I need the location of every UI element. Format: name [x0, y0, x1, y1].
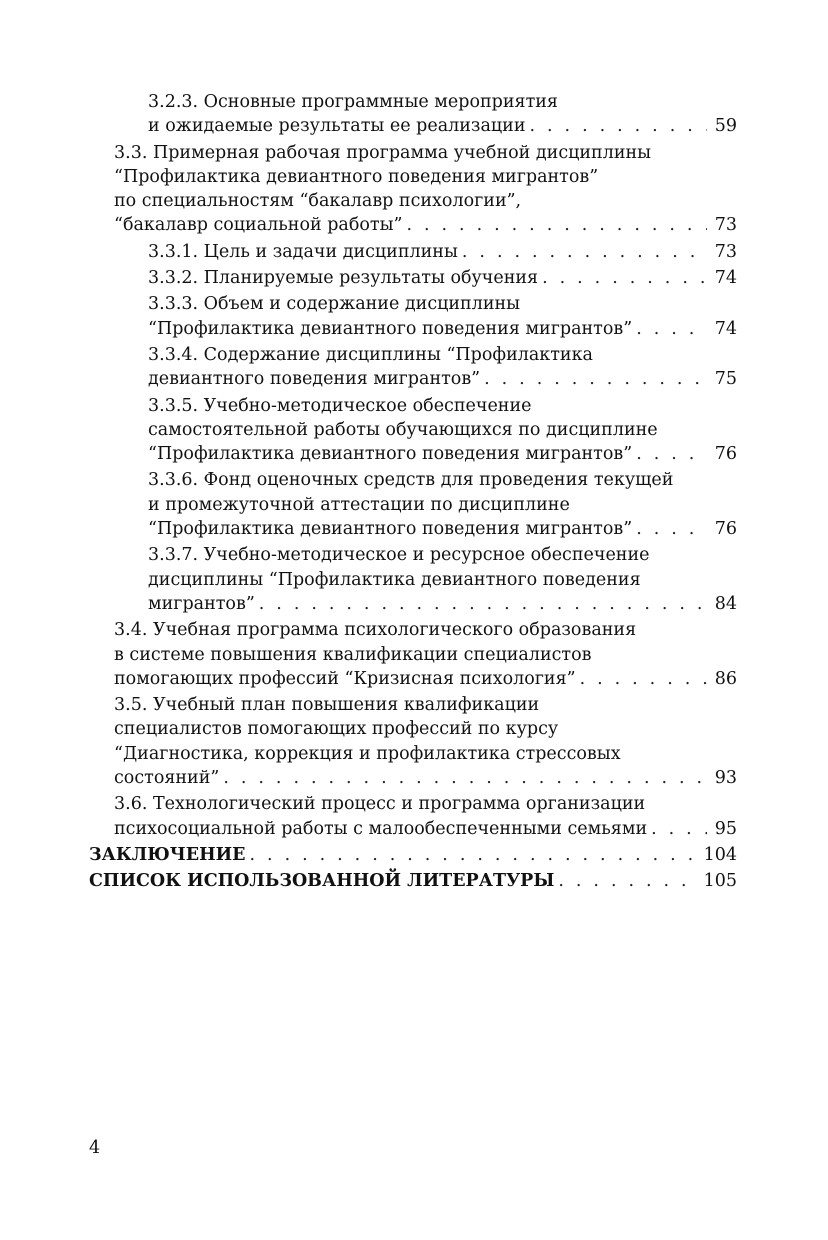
toc-entry-text: СПИСОК ИСПОЛЬЗОВАННОЙ ЛИТЕРАТУРЫ: [89, 871, 555, 892]
dot-leader: [530, 114, 708, 138]
toc-page-number: 104: [703, 844, 737, 865]
toc-page-number: 74: [714, 318, 737, 339]
dot-leader: [636, 317, 707, 341]
toc-entry-text: и ожидаемые результаты ее реализации: [148, 116, 526, 137]
toc-page-number: 75: [714, 369, 737, 390]
toc-entry-text: 3.3. Примерная рабочая программа учебной дисциплины: [114, 142, 652, 163]
toc-entry-3-3-5[interactable]: [89, 394, 737, 467]
dot-leader: [462, 240, 707, 264]
toc-entry-3-3[interactable]: [89, 141, 737, 238]
dot-leader: [542, 266, 707, 290]
dot-leader: [250, 843, 698, 867]
toc-page-number: 76: [714, 444, 737, 465]
dot-leader: [580, 667, 707, 691]
toc-entry-text: 3.3.6. Фонд оценочных средств для проведения текущей: [148, 470, 674, 491]
toc-entry-text: самостоятельной работы обучающихся по дисциплине: [148, 419, 658, 440]
toc-entry-text: по специальностям “бакалавр психологии”,: [114, 191, 522, 212]
toc-entry-text: “Профилактика девиантного поведения мигрантов”: [114, 166, 599, 187]
toc-page-number: 86: [714, 668, 737, 689]
toc-page-number: 73: [714, 215, 737, 236]
toc-entry-conclusion[interactable]: [89, 843, 737, 867]
page-number: 4: [89, 1138, 101, 1158]
dot-leader: [259, 592, 707, 616]
toc-entry-text: “Профилактика девиантного поведения мигрантов”: [148, 318, 633, 339]
toc-page-number: 59: [714, 116, 737, 137]
dot-leader: [651, 817, 707, 841]
toc-entry-3-5[interactable]: [89, 693, 737, 790]
toc-entry-text: 3.3.7. Учебно-методическое и ресурсное обеспечение: [148, 545, 650, 566]
toc-page-number: 76: [714, 519, 737, 540]
dot-leader: [636, 442, 707, 466]
toc-entry-text: и промежуточной аттестации по дисциплине: [148, 494, 570, 515]
toc-page-number: 95: [714, 818, 737, 839]
dot-leader: [558, 869, 697, 893]
dot-leader: [406, 213, 707, 237]
toc-entry-text: психосоциальной работы с малообеспеченными семьями: [114, 818, 648, 839]
toc-entry-text: девиантного поведения мигрантов”: [148, 369, 481, 390]
dot-leader: [636, 517, 707, 541]
toc-page-number: 84: [714, 593, 737, 614]
toc-entry-3-3-6[interactable]: [89, 468, 737, 541]
toc-entry-3-6[interactable]: [89, 792, 737, 841]
toc-entry-text: “Профилактика девиантного поведения мигрантов”: [148, 444, 633, 465]
toc-entry-3-3-4[interactable]: [89, 343, 737, 392]
toc-entry-text: “бакалавр социальной работы”: [114, 215, 403, 236]
toc-entry-3-2-3[interactable]: [89, 90, 737, 139]
toc-entry-text: специалистов помогающих профессий по курсу: [114, 719, 559, 740]
toc-entry-3-3-3[interactable]: [89, 292, 737, 341]
toc-entry-text: 3.3.5. Учебно-методическое обеспечение: [148, 395, 532, 416]
toc-entry-text: 3.3.4. Содержание дисциплины “Профилактика: [148, 344, 593, 365]
toc-entry-text: ЗАКЛЮЧЕНИЕ: [89, 844, 246, 865]
toc-entry-references[interactable]: [89, 869, 737, 893]
toc-entry-3-3-1[interactable]: [89, 240, 737, 264]
toc-page-number: 73: [714, 241, 737, 262]
toc-entry-text: 3.6. Технологический процесс и программа организации: [114, 794, 646, 815]
toc-entry-text: мигрантов”: [148, 593, 255, 614]
toc-entry-text: 3.5. Учебный план повышения квалификации: [114, 695, 540, 716]
toc-entry-text: “Диагностика, коррекция и профилактика стрессовых: [114, 743, 621, 764]
toc-entry-text: 3.3.1. Цель и задачи дисциплины: [148, 241, 458, 262]
toc-entry-text: помогающих профессий “Кризисная психология”: [114, 668, 576, 689]
toc-entry-text: дисциплины “Профилактика девиантного поведения: [148, 569, 641, 590]
dot-leader: [223, 766, 707, 790]
toc-entry-text: состояний”: [114, 768, 220, 789]
toc-entry-3-4[interactable]: [89, 618, 737, 691]
toc-entry-3-3-2[interactable]: [89, 266, 737, 290]
dot-leader: [484, 367, 707, 391]
table-of-contents: [89, 90, 737, 896]
toc-page-number: 74: [714, 268, 737, 289]
toc-entry-3-3-7[interactable]: [89, 543, 737, 616]
toc-entry-text: 3.4. Учебная программа психологического образования: [114, 620, 637, 641]
toc-entry-text: в системе повышения квалификации специалистов: [114, 644, 592, 665]
toc-entry-text: 3.2.3. Основные программные мероприятия: [148, 92, 558, 112]
toc-entry-text: “Профилактика девиантного поведения мигрантов”: [148, 519, 633, 540]
toc-page-number: 93: [714, 768, 737, 789]
toc-page-number: 105: [703, 871, 737, 892]
toc-entry-text: 3.3.3. Объем и содержание дисциплины: [148, 294, 521, 315]
toc-entry-text: 3.3.2. Планируемые результаты обучения: [148, 268, 539, 289]
